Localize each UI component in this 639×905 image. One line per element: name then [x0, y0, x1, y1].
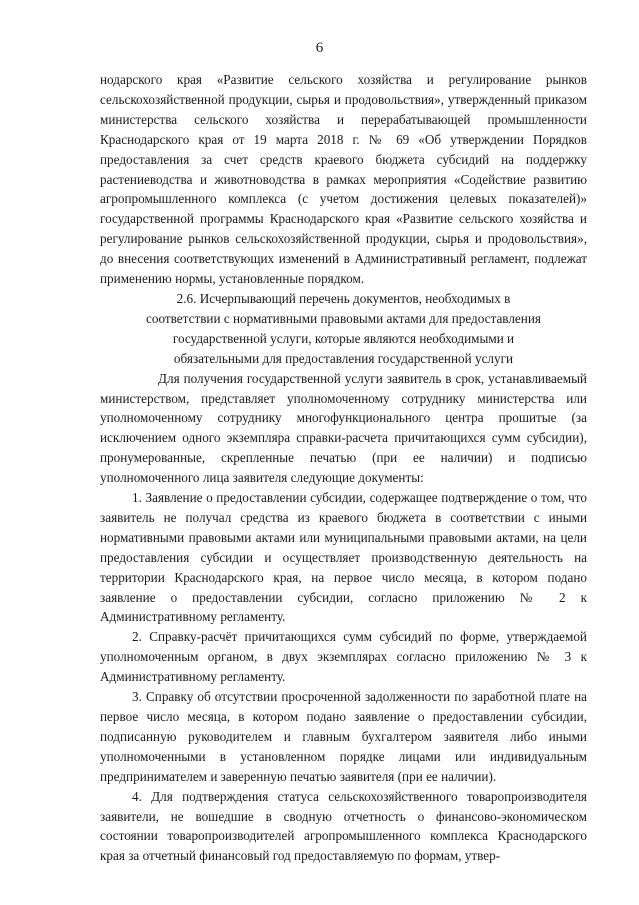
section-heading: 2.6. Исчерпывающий перечень документов, необходимых в соответствии с нормативными правовыми актами для предоставления государственной услуги, которые являются необходимыми и обязательными для предоставления государственной услуги — [146, 290, 541, 366]
list-item: 4. Для подтверждения статуса сельскохозяйственного товаропроизводителя заявители, не вошедшие в сводную отчетность о финансово-экономическом состоянии товаропроизводителей агропромышленного комплекса Краснодарского края за отчетный финансовый год предоставляемую по формам, утвер- — [100, 788, 587, 864]
intro-paragraph: Для получения государственной услуги заявитель в срок, устанавливаемый министерством, представляет уполномоченному сотруднику министерства или уполномоченному сотруднику многофункционального центра прошитые (за исключением одного экземпляра справки-расчета причитающихся сумм субсидии), пронумерованные, скрепленные печатью (при ее наличии) и подписью уполномоченного лица заявителя следующие документы: — [100, 370, 587, 486]
continuation-paragraph: нодарского края «Развитие сельского хозяйства и регулирование рынков сельскохозяйственной продукции, сырья и продовольствия», утвержденный приказом министерства сельского хозяйства и перерабатывающей промышленности Краснодарского края от 19 марта 2018 г. № 69 «Об утверждении Порядков предоставления за счет средств краевого бюджета субсидий на поддержку растениеводства и животноводства в рамках мероприятия «Содействие развитию агропромышленного комплекса (с учетом достижения целевых показателей)» государственной программы Краснодарского края «Развитие сельского хозяйства и регулирование рынков сельскохозяйственной продукции, сырья и продовольствия», до внесения соответствующих изменений в Административный регламент, подлежат применению нормы, установленные порядком. — [100, 72, 587, 287]
document-body — [100, 70, 587, 866]
list-item: 2. Справку-расчёт причитающихся сумм субсидий по форме, утверждаемой уполномоченным органом, в двух экземплярах согласно приложению № 3 к Административному регламенту. — [100, 629, 587, 685]
list-item: 3. Справку об отсутствии просроченной задолженности по заработной плате на первое число месяца, в котором подано заявление о предоставлении субсидии, подписанную руководителем и главным бухгалтером заявителя либо иными уполномоченными в установленном порядке лицами или индивидуальным предпринимателем и заверенную печатью заявителя (при ее наличии). — [100, 689, 587, 784]
list-item: 1. Заявление о предоставлении субсидии, содержащее подтверждение о том, что заявитель не получал средства из краевого бюджета в соответствии с иными нормативными правовыми актами или муниципальными правовыми актами, на цели предоставления субсидии и осуществляет производственную деятельность на территории Краснодарского края, на первое число месяца, в котором подано заявление о предоставлении субсидии, согласно приложению № 2 к Административному регламенту. — [100, 490, 587, 625]
page-number: 6 — [315, 40, 324, 56]
